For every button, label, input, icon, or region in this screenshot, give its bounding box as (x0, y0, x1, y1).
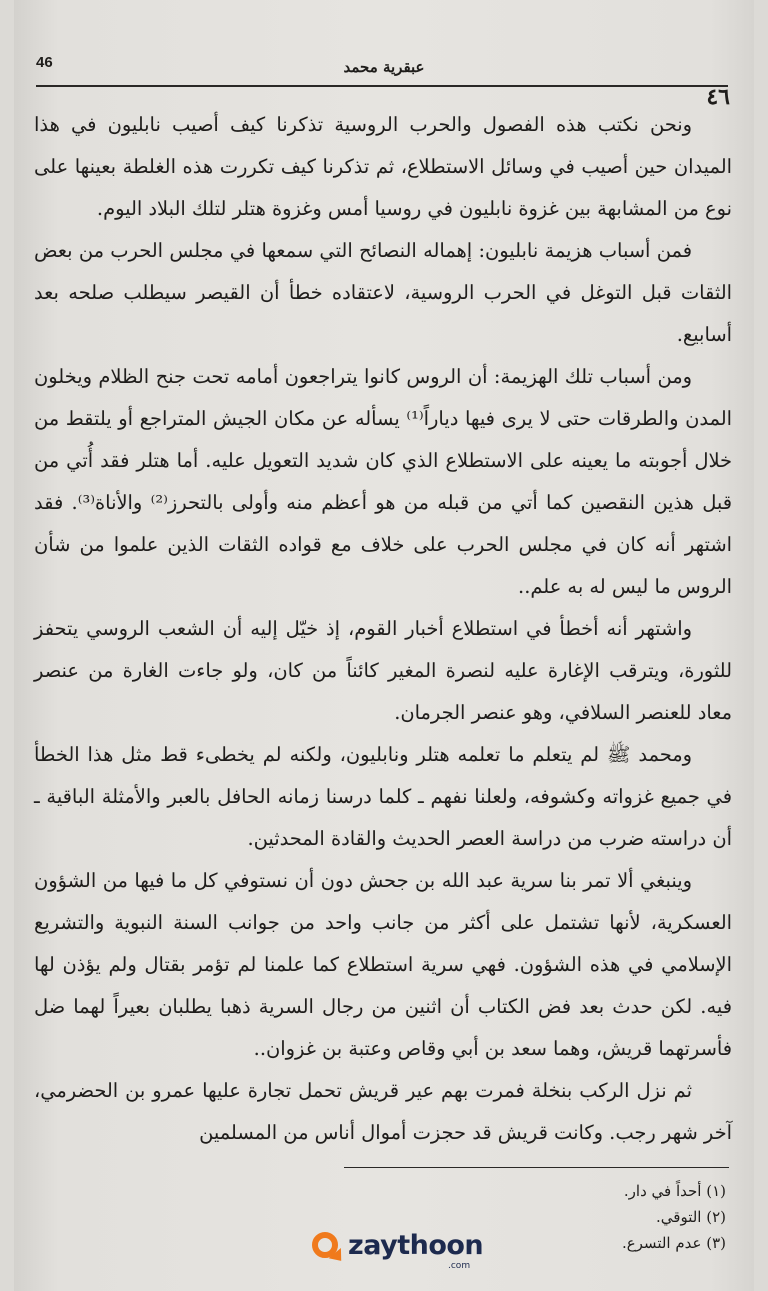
logo-domain: .com (448, 1261, 471, 1271)
paragraph: ثم نزل الركب بنخلة فمرت بهم عير قريش تحمل تجارة عليها عمرو بن الحضرمي، آخر شهر رجب. وكانت قريش قد حجزت أموال أناس من المسلمين (34, 1079, 732, 1144)
footnote-rule (344, 1167, 729, 1168)
paragraph: ونحن نكتب هذه الفصول والحرب الروسية تذكرنا كيف أصيب نابليون في هذا الميدان حين أصيب في وسائل الاستطلاع، ثم تذكرنا كيف تكررت هذه الغلطة بعينها على نوع من المشابهة بين غزوة نابليون في روسيا أمس وغزوة هتلر لتلك البلاد اليوم. (34, 113, 732, 220)
paragraph: ومن أسباب تلك الهزيمة: أن الروس كانوا يتراجعون أمامه تحت جنح الظلام ويخلون المدن والطرقات حتى لا يرى فيها دياراً⁽¹⁾ يسأله عن مكان الجيش المتراجع أو يلتقط من خلال أجوبته ما يعينه على الاستطلاع الذي كان شديد التعويل عليه. أما هتلر فقد أُتي من قبل هذين النقصين كما أتي من قبله من هو أعظم منه وأولى بالتحرز⁽²⁾ والأناة⁽³⁾. فقد اشتهر أنه كان في مجلس الحرب على خلاف مع قواده الثقات الذين علموا من شأن الروس ما ليس له به علم.. (34, 365, 732, 598)
paragraph: واشتهر أنه أخطأ في استطلاع أخبار القوم، إذ خيّل إليه أن الشعب الروسي يتحفز للثورة، ويترقب الإغارة عليه لنصرة المغير كائناً من كان، ولو جاءت الغارة من عنصر معاد للعنصر السلافي، وهو عنصر الجرمان. (34, 617, 732, 724)
paragraph: وينبغي ألا تمر بنا سرية عبد الله بن جحش دون أن نستوفي كل ما فيها من الشؤون العسكرية، لأنها تشتمل على أكثر من جانب واحد من جوانب السنة النبوية والتشريع الإسلامي في هذه الشؤون. فهي سرية استطلاع كما علمنا لم تؤمر بقتال ولم يؤذن لها فيه. لكن حدث بعد فض الكتاب أن اثنين من رجال السرية ذهبا يطلبان بعيراً لهما ضل فأسرتهما قريش، وهما سعد بن أبي وقاص وعتبة بن غزوان.. (34, 869, 732, 1060)
footnote: (٢) التوقي. (656, 1208, 726, 1226)
book-page (14, 0, 754, 1291)
paragraph: ومحمد ﷺ لم يتعلم ما تعلمه هتلر ونابليون، ولكنه لم يخطىء قط مثل هذا الخطأ في جميع غزواته وكشوفه، ولعلنا نفهم ـ كلما درسنا زمانه الحافل بالعبر والأمثلة الباقية ـ أن دراسته ضرب من دراسة العصر الحديث والقادة المحدثين. (34, 743, 732, 850)
zaythoon-watermark-logo (308, 1228, 488, 1278)
paragraph: فمن أسباب هزيمة نابليون: إهماله النصائح التي سمعها في مجلس الحرب من بعض الثقات قبل التوغل في الحرب الروسية، لاعتقاده خطأ أن القيصر سيطلب صلحه بعد أسابيع. (34, 239, 732, 346)
page-number-latin: 46 (36, 54, 53, 71)
footnote: (١) أحداً في دار. (623, 1182, 726, 1200)
page-number-arabic: ٤٦ (706, 84, 730, 110)
running-title: عبقرية محمد (343, 58, 425, 76)
header-rule (36, 85, 728, 87)
footnote: (٣) عدم التسرع. (621, 1234, 726, 1252)
logo-wordmark: zaythoon (348, 1230, 484, 1261)
body-text (34, 104, 732, 1154)
